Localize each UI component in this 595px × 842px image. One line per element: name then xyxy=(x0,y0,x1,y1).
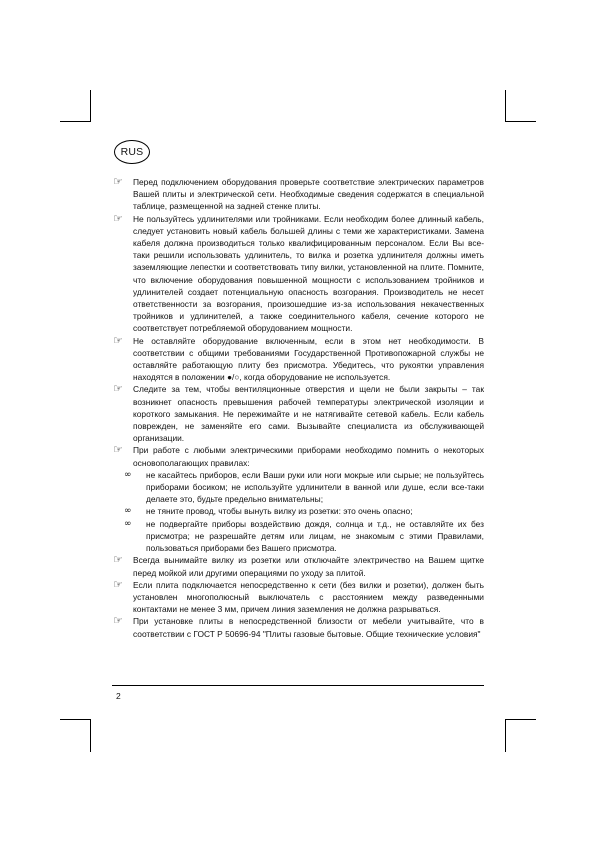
item-text: Всегда вынимайте вилку из розетки или отключайте электричество на Вашем щитке перед мойкой или другими операциями по уходу за плитой. xyxy=(133,555,484,578)
language-badge: RUS xyxy=(114,140,150,164)
pointing-hand-icon: ☞ xyxy=(113,333,123,347)
item-text: Если плита подключается непосредственно к сети (без вилки и розетки), должен быть установлен многополюсный выключатель с расстоянием между разведенными контактами не менее 3 мм, причем линия заземления не должна разрываться. xyxy=(133,579,484,615)
pointing-hand-icon: ☞ xyxy=(113,443,123,457)
page-number: 2 xyxy=(116,691,121,701)
pointing-hand-icon: ☞ xyxy=(113,553,123,567)
crop-mark-top-right-h xyxy=(505,121,536,122)
crop-mark-top-right-v xyxy=(505,90,506,122)
sub-item-text: не касайтесь приборов, если Ваши руки или ноги мокрые или сырые; не пользуйтесь приборами босиком; не используйте удлинители в ванной или душе, если все-таки делаете это, будьте предельно внимательны; xyxy=(146,469,484,505)
crop-mark-bottom-right-h xyxy=(505,719,536,720)
list-item xyxy=(112,335,484,384)
sub-list-item xyxy=(112,518,484,555)
pointing-hand-icon: ☞ xyxy=(113,382,123,396)
pointing-hand-icon: ☞ xyxy=(113,175,123,188)
list-item xyxy=(112,444,484,468)
item-text: Следите за тем, чтобы вентиляционные отверстия и щели не были закрыты – так возникнет опасность превышения рабочей температуры электрической изоляции и короткого замыкания. Не пережимайте и не натягивайте сетевой кабель. Если кабель поврежден, не заменяйте его сами. Вызывайте специалиста из обслуживающей организации. xyxy=(133,384,484,444)
sub-item-text: не тяните провод, чтобы вынуть вилку из розетки: это очень опасно; xyxy=(146,506,413,517)
list-item xyxy=(112,176,484,213)
crop-mark-bottom-left-h xyxy=(60,719,91,720)
crop-mark-top-left-h xyxy=(60,121,91,122)
item-text: Не пользуйтесь удлинителями или тройниками. Если необходим более длинный кабель, следует установить новый кабель большей длины с теми же характеристиками. Замена кабеля должна производиться только квалифицированным персоналом. Если Вы все-таки решили использовать удлинитель, то вилка и розетка удлинителя должны иметь заземляющие лепестки и соответствовать типу вилки, установленной на плите. Помните, что включение оборудования повышенной мощности с использованием тройников и удлинителей создает потенциальную опасность возгорания. Производитель не несет ответственности за возгорания, произошедшие из-за использования некачественных тройников и удлинителей, а также соединительного кабеля, сечение которого не соответствует потребляемой оборудованием мощности. xyxy=(133,213,484,334)
list-item xyxy=(112,579,484,616)
sub-list-item xyxy=(112,505,484,517)
infinity-bullet-icon: ∞ xyxy=(124,506,132,517)
crop-mark-bottom-left-v xyxy=(90,719,91,752)
item-text: При работе с любыми электрическими приборами необходимо помнить о некоторых основополагающих правилах: xyxy=(133,445,484,468)
crop-mark-top-left-v xyxy=(90,90,91,122)
item-text: Перед подключением оборудования проверьте соответствие электрических параметров Вашей плиты и электрической сети. Необходимые сведения содержатся в специальной таблице, размещенной на задней стенке плиты. xyxy=(133,177,484,212)
sub-list-item xyxy=(112,469,484,506)
list-item xyxy=(112,554,484,578)
list-item xyxy=(112,615,484,639)
item-text: При установке плиты в непосредственной близости от мебели учитывайте, что в соответствии с ГОСТ Р 50696-94 "Плиты газовые бытовые. Общие технические условия" xyxy=(133,616,484,639)
pointing-hand-icon: ☞ xyxy=(113,577,123,591)
pointing-hand-icon: ☞ xyxy=(113,211,123,225)
footer-rule xyxy=(112,685,484,686)
crop-mark-bottom-right-v xyxy=(505,719,506,752)
list-item xyxy=(112,383,484,444)
list-item xyxy=(112,213,484,335)
infinity-bullet-icon: ∞ xyxy=(124,518,132,529)
sub-item-text: не подвергайте приборы воздействию дождя, солнца и т.д., не оставляйте их без присмотра; не разрешайте детям или лицам, не знакомым с этими Правилами, пользоваться приборами без Вашего присмотра. xyxy=(146,518,484,554)
item-text: Не оставляйте оборудование включенным, если в этом нет необходимости. В соответствии с общими требованиями Государственной Противопожарной службы не оставляйте работающую плиту без присмотра. Убедитесь, что рукоятки управления находятся в положении ●/○, когда оборудование не используется. xyxy=(133,335,484,383)
pointing-hand-icon: ☞ xyxy=(113,614,123,628)
safety-instructions xyxy=(112,176,484,640)
infinity-bullet-icon: ∞ xyxy=(124,469,132,480)
